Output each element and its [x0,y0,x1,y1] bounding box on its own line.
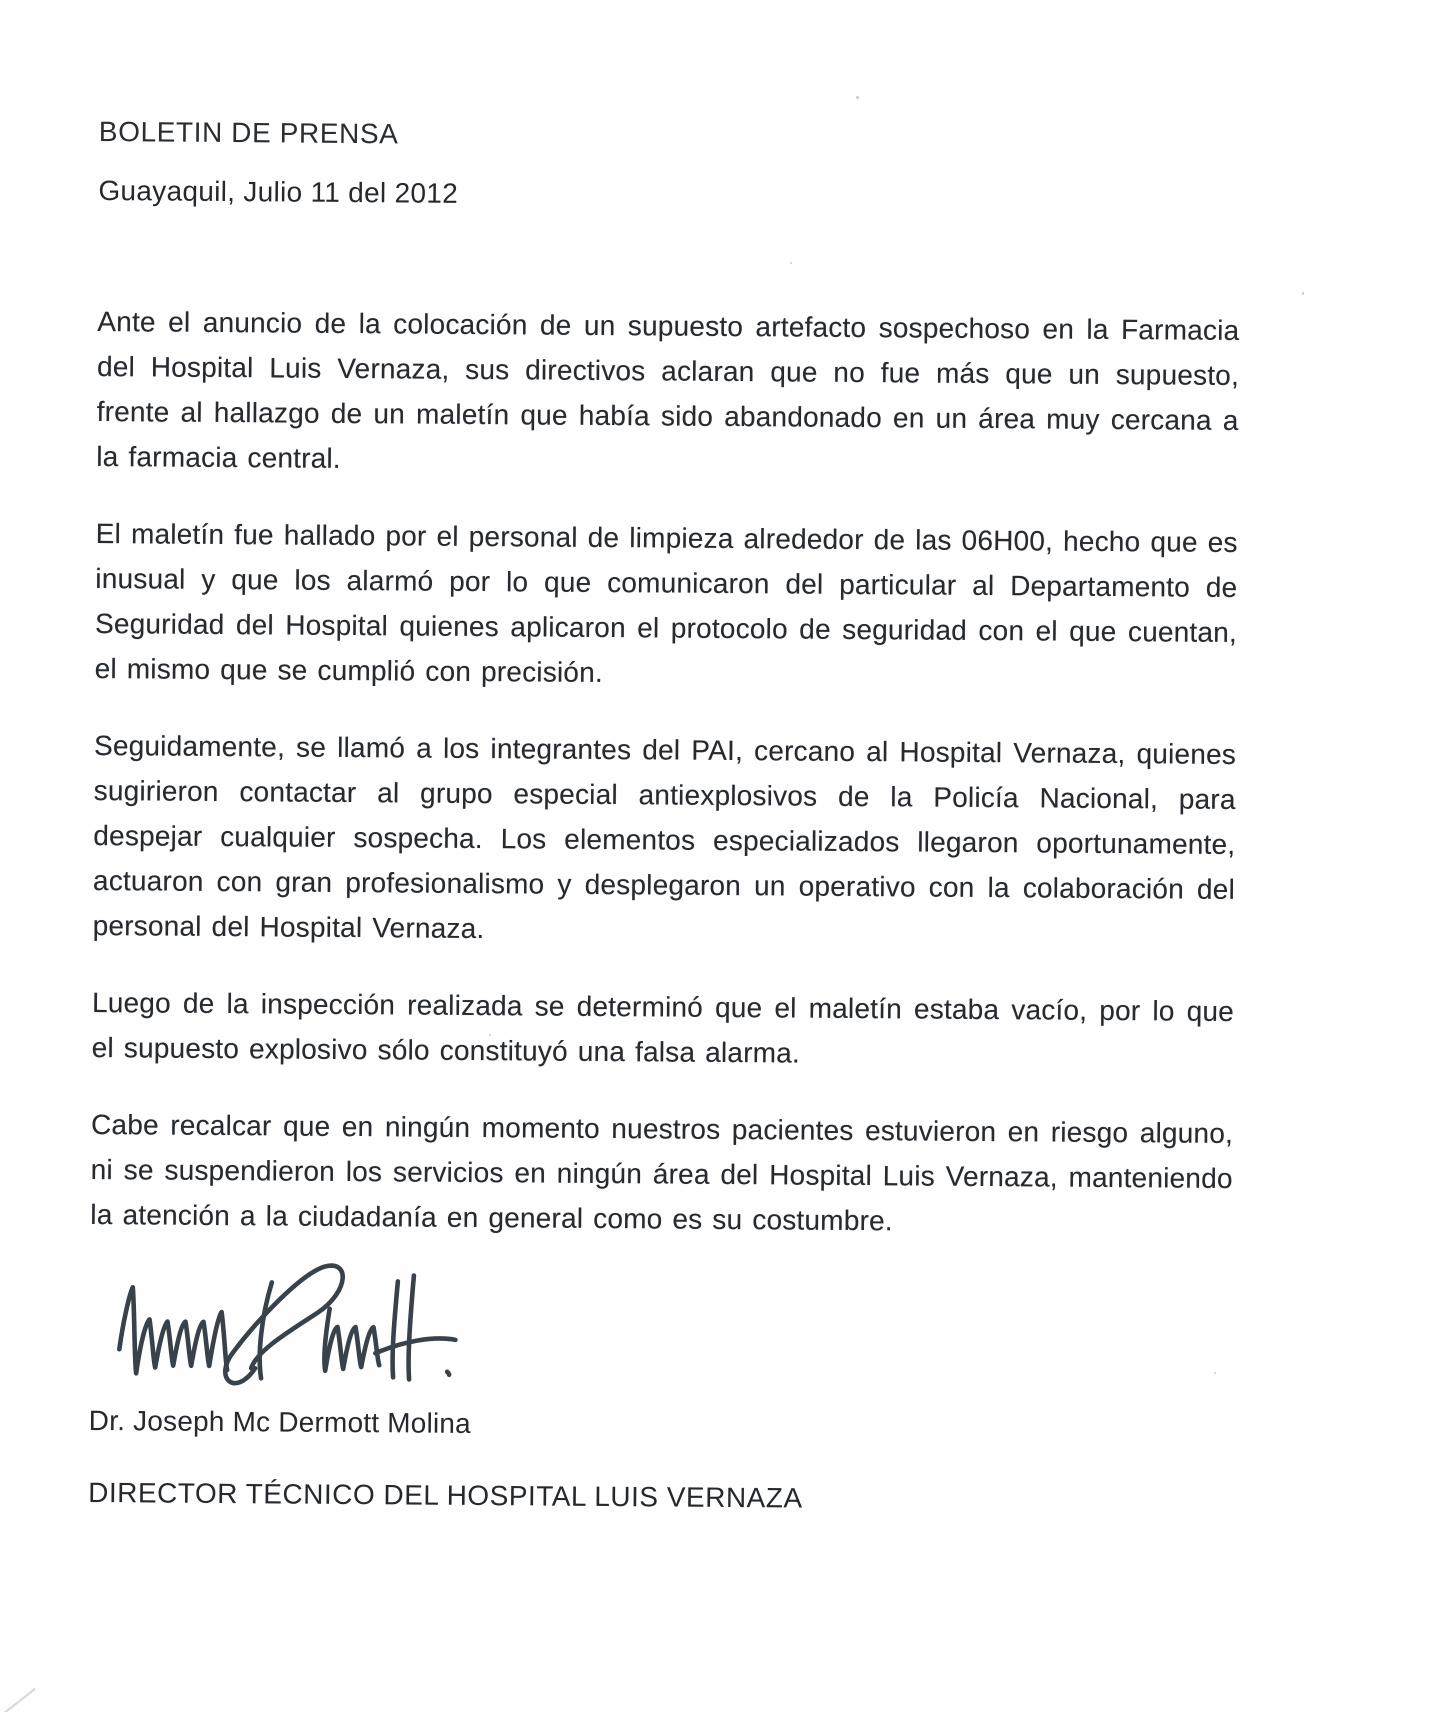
scan-speck [1214,1372,1216,1374]
paragraph-announcement: Ante el anuncio de la colocación de un supuesto artefacto sospechoso en la Farmacia del Hospital Luis Vernaza, sus directivos aclaran que no fue más que un supuesto, frente al hallazgo de un maletín que había sido abandonado en un área muy cercana a la farmacia central. [96,305,1240,474]
paragraph-patients-safe: Cabe recalcar que en ningún momento nuestros pacientes estuvieron en riesgo alguno, ni se suspendieron los servicios en ningún área del Hospital Luis Vernaza, manteniendo la atención a la ciudadanía en general como es su costumbre. [90,1108,1234,1237]
signatory-title: DIRECTOR TÉCNICO DEL HOSPITAL LUIS VERNAZA [88,1476,803,1514]
letter-content [88,116,1241,1518]
scan-speck [1302,292,1304,295]
paragraph-police-response: Seguidamente, se llamó a los integrantes del PAI, cercano al Hospital Vernaza, quienes sugirieron contactar al grupo especial antiexplosivos de la Policía Nacional, para despejar cualquier sospecha. Los elementos especializados llegaron oportunamente, actuaron con gran profesionalismo y desplegaron un operativo con la colaboración del personal del Hospital Vernaza. [92,729,1237,945]
scan-scratch [0,1688,36,1712]
paragraph-inspection-result: Luego de la inspección realizada se determinó que el maletín estaba vacío, por lo que el supuesto explosivo sólo constituyó una falsa alarma. [91,986,1235,1069]
scan-speck [489,1034,491,1036]
document-title: BOLETIN DE PRENSA [98,116,399,150]
scan-speck [790,262,792,264]
signature-scribble-icon [103,1245,464,1406]
paragraph-discovery: El maletín fue hallado por el personal de limpieza alrededor de las 06H00, hecho que es inusual y que los alarmó por lo que comunicaron del particular al Departamento de Seguridad del Hospital quienes aplicaron el protocolo de seguridad con el que cuentan, el mismo que se cumplió con precisión. [94,517,1238,688]
signatory-name: Dr. Joseph Mc Dermott Molina [88,1404,472,1439]
signature-block [88,1245,1232,1518]
dateline: Guayaquil, Julio 11 del 2012 [98,174,459,209]
scan-speck [856,96,859,99]
